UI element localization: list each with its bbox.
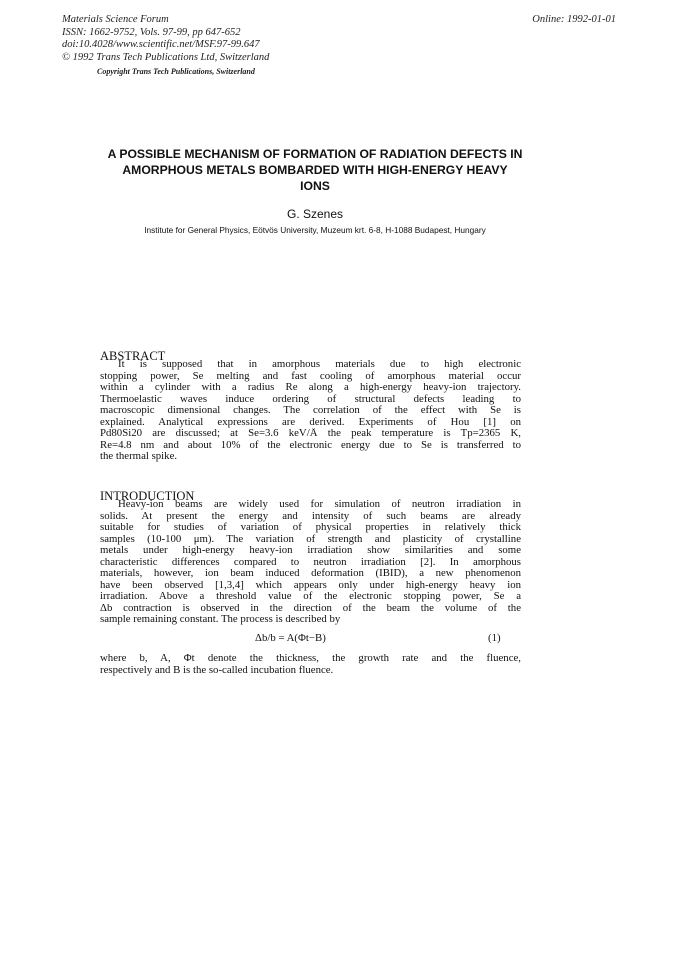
abstract-line: the thermal spike. xyxy=(100,451,178,462)
introduction-continuation xyxy=(100,653,521,676)
introduction-line: samples (10-100 μm). The variation of strength and plasticity of crystalline xyxy=(100,533,521,545)
doi-line: doi:10.4028/www.scientific.net/MSF.97-99.647 xyxy=(62,39,260,50)
abstract-body xyxy=(100,359,521,463)
introduction-line: respectively and B is the so-called incubation fluence. xyxy=(100,664,334,676)
abstract-line: Pd80Si20 are discussed; at Se=3.6 keV/Å the peak temperature is Tp=2365 K, xyxy=(100,428,521,439)
issn-line: ISSN: 1662-9752, Vols. 97-99, pp 647-652 xyxy=(62,26,241,38)
introduction-line: suitable for studies of variation of physical properties in relatively thick xyxy=(100,522,521,533)
introduction-line: Heavy-ion beams are widely used for simulation of neutron irradiation in xyxy=(118,499,521,510)
abstract-line: Thermoelastic waves induce ordering of structural defects leading to xyxy=(100,393,521,405)
online-date: Online: 1992-01-01 xyxy=(532,14,616,25)
introduction-line: Δb contraction is observed in the direction of the beam the volume of the xyxy=(100,602,521,614)
abstract-line: within a cylinder with a radius Re along a high-energy heavy-ion trajectory. xyxy=(100,382,521,393)
introduction-line: have been observed [1,3,4] which appears only under high-energy heavy ion xyxy=(100,579,521,591)
author-name: G. Szenes xyxy=(286,207,344,221)
equation-expression: Δb/b = A(Φt−B) xyxy=(255,632,326,644)
abstract-line: explained. Analytical expressions are derived. Experiments of Hou [1] on xyxy=(100,416,521,428)
introduction-line: irradiation. Above a threshold value of the electronic stopping power, Se a xyxy=(100,591,521,602)
title-line: A POSSIBLE MECHANISM OF FORMATION OF RADIATION DEFECTS IN xyxy=(107,147,523,161)
title-line: AMORPHOUS METALS BOMBARDED WITH HIGH-ENERGY HEAVY xyxy=(122,163,508,177)
abstract-line: It is supposed that in amorphous materials due to high electronic xyxy=(118,359,521,370)
equation-1 xyxy=(100,632,521,646)
author-affiliation: Institute for General Physics, Eötvös University, Muzeum krt. 6-8, H-1088 Budapest, Hungary xyxy=(144,225,486,235)
journal-name: Materials Science Forum xyxy=(62,14,169,25)
abstract-line: stopping power, Se melting and fast cooling of amorphous material occur xyxy=(100,370,521,382)
publisher-line: © 1992 Trans Tech Publications Ltd, Switzerland xyxy=(62,51,270,63)
introduction-line: sample remaining constant. The process is described by xyxy=(100,614,341,625)
copyright-notice: Copyright Trans Tech Publications, Switzerland xyxy=(97,67,255,76)
journal-header xyxy=(62,14,269,64)
abstract-line: macroscopic dimensional changes. The correlation of the effect with Se is xyxy=(100,405,521,416)
introduction-line: materials, however, ion beam induced deformation (IBID), a new phenomenon xyxy=(100,568,521,579)
abstract-heading: ABSTRACT xyxy=(100,349,166,363)
introduction-line: metals under high-energy heavy-ion irradiation show similarities and some xyxy=(100,545,521,556)
introduction-line: where b, A, Φt denote the thickness, the growth rate and the fluence, xyxy=(100,653,521,664)
introduction-line: solids. At present the energy and intensity of such beams are already xyxy=(100,510,521,522)
introduction-heading: INTRODUCTION xyxy=(100,489,195,503)
introduction-line: characteristic differences compared to neutron irradiation [2]. In amorphous xyxy=(100,556,521,568)
introduction-body xyxy=(100,499,521,626)
title-line: IONS xyxy=(300,179,330,193)
paper-title xyxy=(80,146,550,194)
abstract-line: Re=4.8 nm and about 10% of the electronic energy due to Se is transferred to xyxy=(100,439,521,451)
equation-number: (1) xyxy=(488,632,501,644)
